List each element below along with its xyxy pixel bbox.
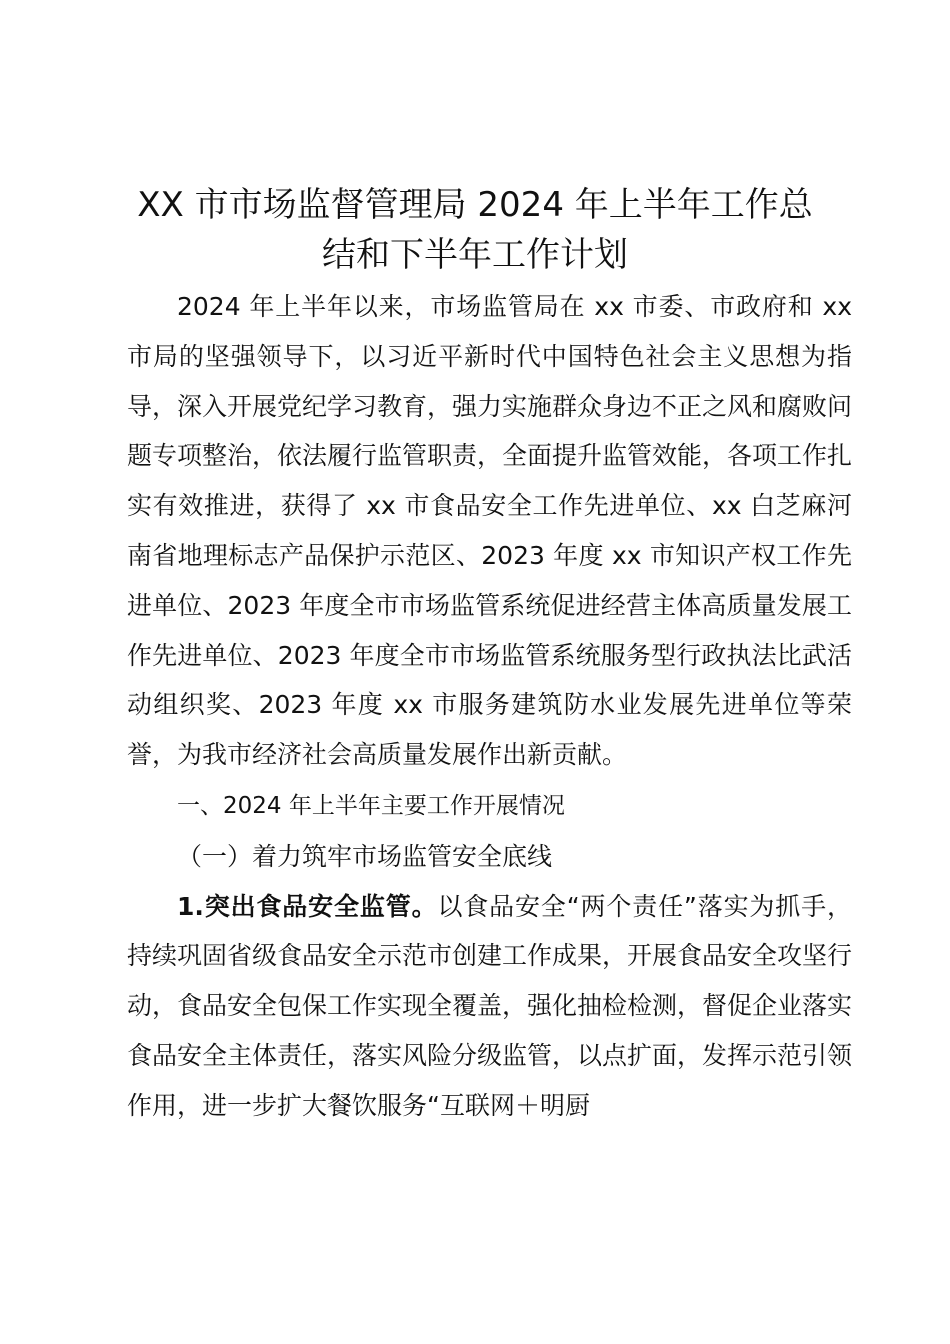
document-title bbox=[0, 180, 950, 280]
document-body bbox=[127, 282, 852, 1131]
section-heading-1: 一、2024 年上半年主要工作开展情况 bbox=[177, 792, 565, 819]
intro-paragraph: 2024 年上半年以来，市场监管局在 xx 市委、市政府和 xx 市局的坚强领导下，以习近平新时代中国特色社会主义思想为指导，深入开展党纪学习教育，强力实施群众身边不正之风和腐败问题专项整治，依法履行监管职责，全面提升监管效能，各项工作扎实有效推进，获得了 xx 市食品安全工作先进单位、xx 白芝麻河南省地理标志产品保护示范区、2023 年度 xx 市知识产权工作先进单位、2023 年度全市市场监管系统促进经营主体高质量发展工作先进单位、2023 年度全市市场监管系统服务型行政执法比武活动组织奖、2023 年度 xx 市服务建筑防水业发展先进单位等荣誉，为我市经济社会高质量发展作出新贡献。 bbox=[127, 292, 853, 770]
subsection-heading-1: （一）着力筑牢市场监管安全底线 bbox=[177, 841, 553, 871]
item-lead-1: 1.突出食品安全监管。 bbox=[177, 891, 438, 921]
title-line-2: 结和下半年工作计划 bbox=[322, 235, 628, 275]
item-paragraph-1 bbox=[127, 882, 852, 1131]
title-line-1: XX 市市场监督管理局 2024 年上半年工作总 bbox=[137, 185, 813, 225]
item-text-1: 以食品安全“两个责任”落实为抓手，持续巩固省级食品安全示范市创建工作成果，开展食品安全攻坚行动，食品安全包保工作实现全覆盖，强化抽检检测，督促企业落实食品安全主体责任，落实风险分级监管，以点扩面，发挥示范引领作用，进一步扩大餐饮服务“互联网＋明厨 bbox=[127, 891, 853, 1120]
